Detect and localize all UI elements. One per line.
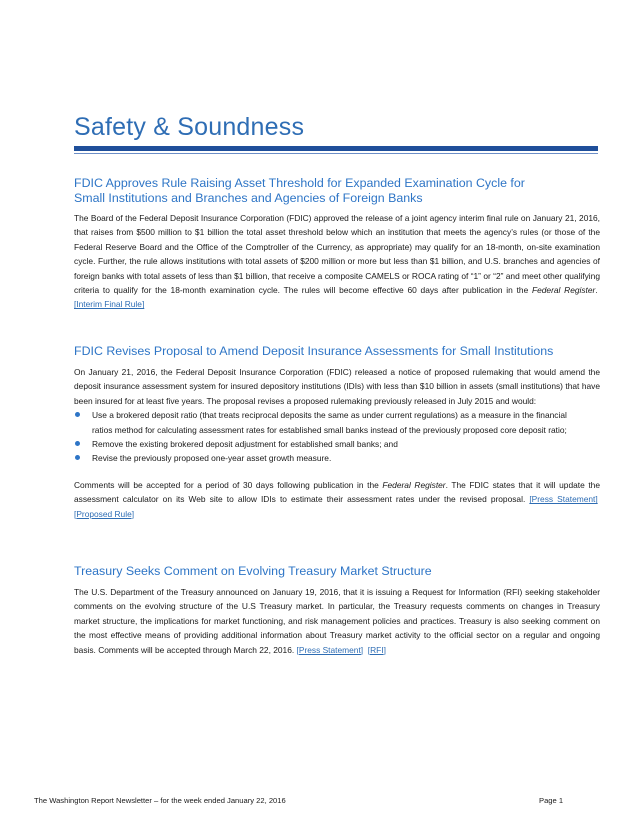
press-statement-link[interactable]: [Press Statement] <box>296 644 364 655</box>
list-item-text: Remove the existing brokered deposit adjustment for established small banks; and <box>92 439 398 450</box>
interim-final-rule-link[interactable]: [Interim Final Rule] <box>74 299 145 310</box>
bullet-list <box>74 408 600 466</box>
article-exam-cycle <box>74 176 600 312</box>
proposed-rule-link[interactable]: [Proposed Rule] <box>74 508 135 519</box>
article-treasury-market <box>74 564 600 657</box>
article-body: On January 21, 2016, the Federal Deposit Insurance Corporation (FDIC) released a notice of proposed rulemaking that would amend the deposit insurance assessment system for insured depository institutions (IDIs) with less than $10 billion in assets (small institutions) that have been insured for at least five years. The proposal revises a proposed rulemaking previously released in July 2015 and would: <box>74 367 600 406</box>
article-title: Treasury Seeks Comment on Evolving Treasury Market Structure <box>74 564 432 578</box>
footer-page-number: Page 1 <box>539 796 564 805</box>
article-body-end: . <box>595 285 598 296</box>
bullet-icon <box>75 455 80 460</box>
article-title-line-2: Small Institutions and Branches and Agencies of Foreign Banks <box>74 191 423 205</box>
article-body-text: The Board of the Federal Deposit Insurance Corporation (FDIC) approved the release of a joint agency interim final rule on January 21, 2016, that raises from $500 million to $1 billion the total asset threshold below which an institution that meets the agency’s rules (or those of the Federal Reserve Board and the Office of the Comptroller of the Currency, as appropriate) may qualify for an 18-month, on-site examination cycle. Further, the rule allows institutions with total assets of $200 million or more but less than $1 billion, and U.S. branches and agencies of foreign banks with total assets of less than $1 billion, that receive a composite CAMELS or ROCA rating of “1” or “2” and meet other qualifying criteria to qualify for the 18-month examination cycle. The rules will become effective 60 days after publication in the <box>74 213 600 296</box>
press-statement-link[interactable]: [Press Statement] <box>529 494 598 505</box>
bullet-icon <box>75 441 80 446</box>
article-title <box>74 176 600 206</box>
list-item-text: Revise the previously proposed one-year asset growth measure. <box>92 453 332 464</box>
title-rule-thin <box>74 153 598 154</box>
article-body-end: . The FDIC states that it will update the assessment calculator on its Web site to allow IDIs to estimate their assessment rates under the revised proposal. <box>74 479 600 505</box>
article-body <box>74 585 600 657</box>
list-item-text: Use a brokered deposit ratio (that treats reciprocal deposits the same as under current regulations) as a measure in the financial ratios method for calculating assessment rates for established small banks instead of the previously proposed core deposit ratio; <box>92 410 567 435</box>
title-rule-thick <box>74 146 598 151</box>
article-body-text: The U.S. Department of the Treasury announced on January 19, 2016, that it is issuing a Request for Information (RFI) seeking stakeholder comments on the evolving structure of the U.S Treasury market. In particular, the Treasury requests comments on changes in Treasury market structure, the implications for market functioning, and risk management policies and practices. Treasury is also seeking comment on the most effective means of providing additional information about Treasury market activity to the official sector on a regular and ongoing basis. Comments will be accepted through March 22, 2016. <box>74 587 600 655</box>
article-body-italic: Federal Register <box>382 479 446 490</box>
article-deposit-insurance <box>74 344 600 521</box>
article-body <box>74 211 600 312</box>
article-title: FDIC Revises Proposal to Amend Deposit Insurance Assessments for Small Institutions <box>74 344 554 358</box>
article-body-italic: Federal Register <box>531 285 596 296</box>
bullet-icon <box>75 412 80 417</box>
article-body-text: Comments will be accepted for a period of 30 days following publication in the <box>74 479 383 490</box>
footer-newsletter-title: The Washington Report Newsletter – for the week ended January 22, 2016 <box>34 796 286 805</box>
list-item <box>74 437 600 451</box>
article-title-line-1: FDIC Approves Rule Raising Asset Threshold for Expanded Examination Cycle for <box>74 176 525 190</box>
list-item <box>74 451 600 465</box>
article-body-2 <box>74 478 600 521</box>
section-title: Safety & Soundness <box>74 113 305 141</box>
list-item <box>74 408 600 437</box>
rfi-link[interactable]: [RFI] <box>367 644 386 655</box>
